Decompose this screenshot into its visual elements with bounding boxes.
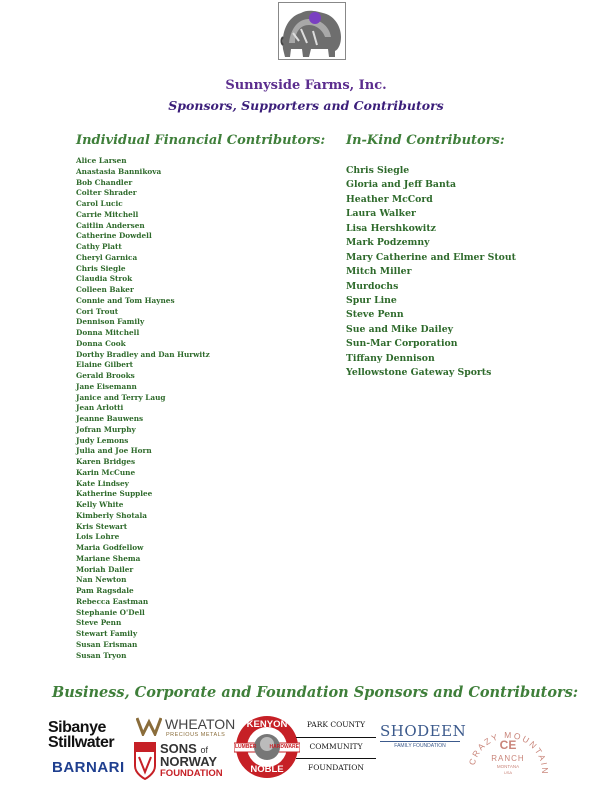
wheaton-name: WHEATON	[165, 716, 236, 732]
list-item: Laura Walker	[346, 208, 416, 220]
list-item: Jofran Murphy	[76, 424, 136, 434]
park-county-text: PARK COUNTY	[306, 720, 366, 729]
bison-icon	[279, 3, 345, 59]
list-item: Steve Penn	[346, 309, 404, 321]
kenyon-noble-logo	[234, 714, 300, 780]
list-item: Gerald Brooks	[76, 371, 135, 380]
list-item: Spur Line	[346, 294, 397, 306]
wheaton-w-icon	[136, 716, 162, 736]
list-item: Alice Larsen	[76, 156, 127, 165]
list-item: Anastasia Bannikova	[76, 166, 162, 176]
sibanye-stillwater-logo	[48, 720, 130, 750]
list-item: Jeanne Bauwens	[76, 414, 144, 423]
crazy-mountain-text: CRAZY MOUNTAIN	[466, 729, 550, 776]
noble-text: NOBLE	[250, 764, 284, 775]
list-item: Murdochs	[346, 280, 399, 292]
list-item: Kris Stewart	[76, 521, 128, 531]
list-item: Nan Newton	[76, 575, 127, 585]
list-item: Connie and Tom Haynes	[76, 295, 175, 305]
sons-of-norway-logo	[134, 742, 238, 786]
list-item: Maria Godfellow	[76, 543, 144, 552]
foundation-text: FOUNDATION	[308, 763, 364, 772]
list-item: Kimberly Shotala	[76, 510, 148, 520]
list-item: Donna Cook	[76, 338, 126, 348]
in-kind-contributors-heading: In-Kind Contributors:	[346, 133, 505, 148]
list-item: Dennison Family	[76, 317, 145, 327]
list-item: Carrie Mitchell	[76, 209, 139, 219]
list-item: Cathy Platt	[76, 242, 122, 251]
list-item: Bob Chandler	[76, 177, 133, 187]
list-item: Mary Catherine and Elmer Stout	[346, 251, 516, 263]
community-text: COMMUNITY	[309, 742, 363, 751]
organization-name: Sunnyside Farms, Inc.	[225, 78, 387, 93]
in-kind-contributors-list	[346, 164, 516, 381]
individual-contributors-heading: Individual Financial Contributors:	[76, 133, 326, 148]
list-item: Judy Lemons	[76, 435, 129, 445]
ranch-text: RANCH	[491, 754, 525, 763]
usa-text: USA	[503, 770, 513, 775]
ranch-brand-icon: CE	[499, 738, 517, 752]
montana-text: MONTANA	[496, 764, 520, 769]
foundation-text: FOUNDATION	[160, 768, 223, 779]
wheaton-tagline: PRECIOUS METALS	[166, 732, 226, 738]
list-item: Karen Bridges	[76, 457, 136, 466]
shodeen-logo	[380, 722, 467, 749]
list-item: Katherine Supplee	[76, 489, 153, 499]
list-item: Karin McCune	[76, 467, 136, 477]
list-item: Jane Eisemann	[76, 381, 137, 391]
list-item: Rebecca Eastman	[76, 596, 149, 606]
sunnyside-farms-logo	[278, 2, 346, 60]
list-item: Jean Arlotti	[76, 403, 124, 413]
barnard-logo: BARNARI	[52, 759, 125, 776]
list-item: Pam Ragsdale	[76, 586, 134, 595]
list-item: Moriah Dailer	[76, 564, 134, 574]
list-item: Kate Lindsey	[76, 478, 129, 488]
list-item: Donna Mitchell	[76, 328, 140, 337]
list-item: Kelly White	[76, 500, 124, 509]
list-item: Cheryl Garnica	[76, 252, 138, 262]
list-item: Susan Tryon	[76, 650, 127, 660]
crazy-mountain-ranch-logo	[466, 714, 550, 788]
list-item: Carol Lucic	[76, 199, 123, 208]
list-item: Julia and Joe Horn	[76, 446, 152, 456]
list-item: Elaine Gilbert	[76, 360, 134, 370]
divider	[296, 758, 376, 759]
individual-contributors-list	[76, 156, 210, 661]
list-item: Tiffany Dennison	[346, 352, 435, 364]
list-item: Steve Penn	[76, 618, 122, 628]
page-subtitle: Sponsors, Supporters and Contributors	[168, 98, 444, 113]
list-item: Gloria and Jeff Banta	[346, 179, 457, 191]
list-item: Stephanie O'Dell	[76, 607, 145, 617]
shield-icon	[134, 742, 156, 780]
kenyon-text: KENYON	[246, 719, 288, 730]
list-item: Chris Siegle	[346, 165, 410, 176]
sibanye-text: Sibanye	[48, 719, 106, 736]
list-item: Dorthy Bradley and Dan Hurwitz	[76, 349, 210, 359]
list-item: Claudia Strok	[76, 274, 133, 284]
list-item: Sue and Mike Dailey	[346, 323, 454, 335]
divider	[380, 741, 460, 742]
business-sponsors-heading: Business, Corporate and Foundation Sponsors and Contributors:	[52, 684, 579, 701]
list-item: Colter Shrader	[76, 188, 137, 198]
list-item: Cori Trout	[76, 306, 119, 316]
list-item: Heather McCord	[346, 193, 433, 205]
list-item: Janice and Terry Laug	[76, 392, 166, 402]
list-item: Yellowstone Gateway Sports	[346, 367, 492, 379]
park-county-community-foundation-logo	[296, 720, 376, 776]
list-item: Sun-Mar Corporation	[346, 338, 458, 350]
lumber-text: LUMBER	[235, 744, 257, 750]
list-item: Lisa Hershkowitz	[346, 222, 436, 234]
sons-text: SONS	[160, 741, 197, 756]
norway-text: NORWAY	[160, 754, 218, 769]
list-item: Stewart Family	[76, 629, 138, 638]
divider	[296, 737, 376, 738]
shodeen-tagline: FAMILY FOUNDATION	[394, 743, 446, 749]
list-item: Lois Lohre	[76, 532, 120, 542]
list-item: Caitlin Andersen	[76, 220, 145, 230]
list-item: Colleen Baker	[76, 285, 134, 294]
list-item: Susan Erisman	[76, 639, 138, 649]
list-item: Chris Siegle	[76, 263, 126, 273]
list-item: Mitch Miller	[346, 266, 412, 278]
hardware-text: HARDWARE	[269, 744, 299, 750]
list-item: Catherine Dowdell	[76, 231, 152, 241]
shodeen-name: SHODEEN	[380, 722, 467, 740]
list-item: Mark Podzemny	[346, 237, 430, 249]
of-text: of	[200, 745, 208, 755]
stillwater-text: Stillwater	[48, 734, 115, 751]
list-item: Mariane Shema	[76, 553, 141, 563]
